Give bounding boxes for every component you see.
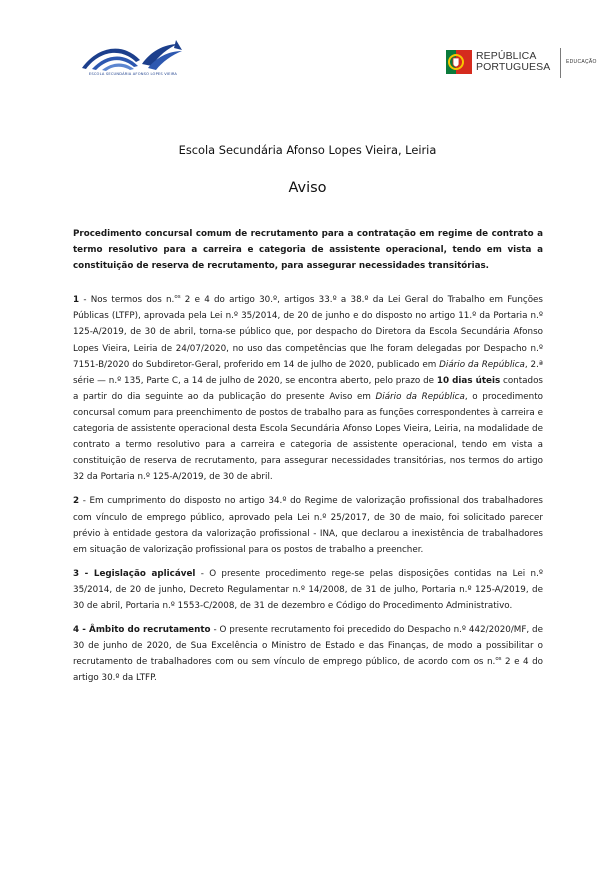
government-name-line1: REPÚBLICA bbox=[476, 50, 537, 62]
paragraph-3: 3 - Legislação aplicável - O presente procedimento rege-se pelas disposições contidas na Lei n.º 35/2014, de 20 de junho, Decreto Regulamentar n.º 14/2008, de 31 de julho, Portaria n.º 125-A/2019, de 30 de abril, Portaria n.º 1553-C/2008, de 31 de dezembro e Código do Procedimento Administrativo. bbox=[73, 568, 543, 611]
document-body bbox=[73, 226, 543, 694]
school-logo-caption: ESCOLA SECUNDÁRIA AFONSO LOPES VIEIRA bbox=[88, 72, 178, 76]
intro-paragraph: Procedimento concursal comum de recrutamento para a contratação em regime de contrato a termo resolutivo para a carreira e categoria de assistente operacional, tendo em vista a constituição de reserva de recrutamento, para assegurar necessidades transitórias. bbox=[73, 229, 543, 272]
paragraph-2: 2 - Em cumprimento do disposto no artigo 34.º do Regime de valorização profissional dos trabalhadores com vínculo de emprego público, aprovado pela Lei n.º 25/2017, de 30 de maio, foi solicitado parecer prévio à entidade gestora da valorização profissional - INA, que declarou a inexistência de trabalhadores em situação de valorização profissional para os postos de trabalho a preencher. bbox=[73, 496, 543, 555]
paragraph-3-heading: 3 - Legislação aplicável bbox=[73, 568, 196, 579]
paragraph-4-heading: 4 - Âmbito do recrutamento bbox=[73, 625, 211, 636]
document-header bbox=[0, 0, 615, 100]
document-title: Aviso bbox=[288, 180, 327, 196]
school-logo bbox=[78, 38, 188, 86]
government-name bbox=[476, 51, 550, 73]
header-divider bbox=[560, 48, 561, 78]
paragraph-1-number: 1 bbox=[73, 295, 80, 306]
portugal-emblem-icon bbox=[446, 48, 472, 76]
school-logo-icon bbox=[78, 38, 188, 72]
paragraph-2-number: 2 bbox=[73, 496, 80, 507]
government-name-line2: PORTUGUESA bbox=[476, 61, 551, 73]
school-name-heading: Escola Secundária Afonso Lopes Vieira, Leiria bbox=[178, 143, 437, 157]
paragraph-1: 1 - Nos termos dos n.$^{os}$ 2 e 4 do artigo 30.º, artigos 33.º a 38.º da Lei Geral do Trabalho em Funções Públicas (LTFP), aprovada pela Lei n.º 35/2014, de 20 de junho e do disposto no artigo 11.º da Portaria n.º 125-A/2019, de 30 de abril, torna-se público que, por despacho do Diretora da Escola Secundária Afonso Lopes Vieira, Leiria de 24/07/2020, no uso das competências que lhe foram delegadas por Despacho n.º 7151-B/2020 do Subdiretor-Geral, proferido em 14 de julho de 2020, publicado em Diário da República, 2.ª série — n.º 135, Parte C, a 14 de julho de 2020, se encontra aberto, pelo prazo de 10 dias úteis contados a partir do dia seguinte ao da publicação do presente Aviso em Diário da República, o procedimento concursal comum para preenchimento de postos de trabalho para as funções correspondentes à carreira e categoria de assistente operacional desta Escola Secundária Afonso Lopes Vieira, Leiria, na modalidade de contrato a termo resolutivo para a carreira e categoria de assistente operacional, tendo em vista a constituição de reserva de recrutamento, para assegurar necessidades transitórias, nos termos do artigo 32 da Portaria n.º 125-A/2019, de 30 de abril. bbox=[73, 294, 543, 483]
paragraph-4: 4 - Âmbito do recrutamento - O presente recrutamento foi precedido do Despacho n.º 442/2020/MF, de 30 de junho de 2020, de Sua Excelência o Ministro de Estado e das Finanças, de modo a possibilitar o recrutamento de trabalhadores com ou sem vínculo de emprego público, de acordo com os n.$^{os}$ 2 e 4 do artigo 30.º da LTFP. bbox=[73, 625, 543, 684]
government-logo bbox=[446, 48, 606, 84]
department-name: EDUCAÇÃO bbox=[566, 59, 597, 65]
